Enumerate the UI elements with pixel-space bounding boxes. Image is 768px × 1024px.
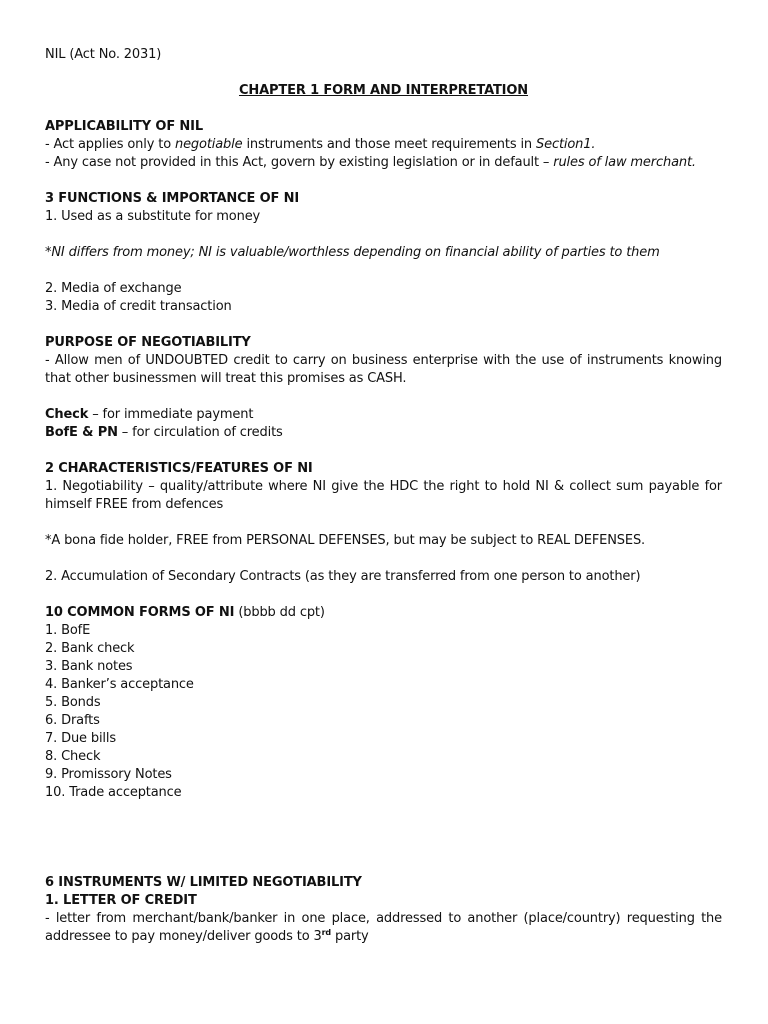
common-forms-mnemonic: (bbbb dd cpt) [234,605,325,620]
applicability-heading: APPLICABILITY OF NIL [45,119,203,134]
functions-item-3: 3. Media of credit transaction [45,299,232,314]
letter-of-credit-text [45,910,722,946]
spacer [45,820,722,838]
document-header: NIL (Act No. 2031) [45,47,162,62]
list-item: 7. Due bills [45,731,116,746]
text-run-italic: negotiable [174,137,243,152]
letter-of-credit-heading: 1. LETTER OF CREDIT [45,893,197,908]
characteristics-item-2: 2. Accumulation of Secondary Contracts (as they are transferred from one person to another) [45,569,641,584]
spacer [45,64,722,82]
limited-heading: 6 INSTRUMENTS W/ LIMITED NEGOTIABILITY [45,875,362,890]
text-run-italic: *NI differs from money; NI is valuable/worthless depending on financial ability of parties to them [45,245,660,260]
text-run-italic: Section1. [536,137,596,152]
list-item: 1. BofE [45,623,91,638]
common-forms-heading-line [45,604,722,622]
list-item: 8. Check [45,749,101,764]
text-run: party [331,929,369,944]
spacer [45,442,722,460]
applicability-line-2 [45,154,722,172]
term-description: – for circulation of credits [117,425,283,440]
list-item: 5. Bonds [45,695,101,710]
term-description: – for immediate payment [88,407,254,422]
list-item: 2. Bank check [45,641,135,656]
list-item: 3. Bank notes [45,659,133,674]
purpose-text: - Allow men of UNDOUBTED credit to carry on business enterprise with the use of instruments knowing that other businessmen will treat this promises as CASH. [45,353,722,386]
spacer [45,514,722,532]
functions-item-2: 2. Media of exchange [45,281,182,296]
spacer [45,586,722,604]
text-run: - Any case not provided in this Act, govern by existing legislation or in default – [45,155,554,170]
spacer [45,388,722,406]
bofe-definition [45,424,722,442]
spacer [45,226,722,244]
spacer [45,856,722,874]
spacer [45,316,722,334]
term-label: BofE & PN [45,425,118,440]
spacer [45,838,722,856]
text-run: - Act applies only to [45,137,175,152]
text-run-italic: rules of law merchant. [553,155,696,170]
spacer [45,550,722,568]
characteristics-heading: 2 CHARACTERISTICS/FEATURES OF NI [45,461,313,476]
document-page [45,46,722,946]
list-item: 6. Drafts [45,713,100,728]
spacer [45,100,722,118]
spacer [45,262,722,280]
applicability-line-1 [45,136,722,154]
list-item: 4. Banker’s acceptance [45,677,194,692]
functions-note [45,244,722,262]
common-forms-heading: 10 COMMON FORMS OF NI [45,605,235,620]
list-item: 10. Trade acceptance [45,785,182,800]
text-run: - letter from merchant/bank/banker in one place, addressed to another (place/country) requesting the addressee to pay money/deliver goods to 3 [45,911,722,944]
term-label: Check [45,407,89,422]
chapter-title: CHAPTER 1 FORM AND INTERPRETATION [238,83,529,98]
functions-heading: 3 FUNCTIONS & IMPORTANCE OF NI [45,191,300,206]
superscript: rd [321,928,331,937]
spacer [45,802,722,820]
characteristics-item-1: 1. Negotiability – quality/attribute where NI give the HDC the right to hold NI & collect sum payable for himself FREE from defences [45,479,722,512]
list-item: 9. Promissory Notes [45,767,172,782]
text-run: instruments and those meet requirements in [242,137,536,152]
spacer [45,172,722,190]
functions-item-1: 1. Used as a substitute for money [45,209,261,224]
purpose-heading: PURPOSE OF NEGOTIABILITY [45,335,251,350]
characteristics-note: *A bona fide holder, FREE from PERSONAL DEFENSES, but may be subject to REAL DEFENSES. [45,533,646,548]
check-definition [45,406,722,424]
